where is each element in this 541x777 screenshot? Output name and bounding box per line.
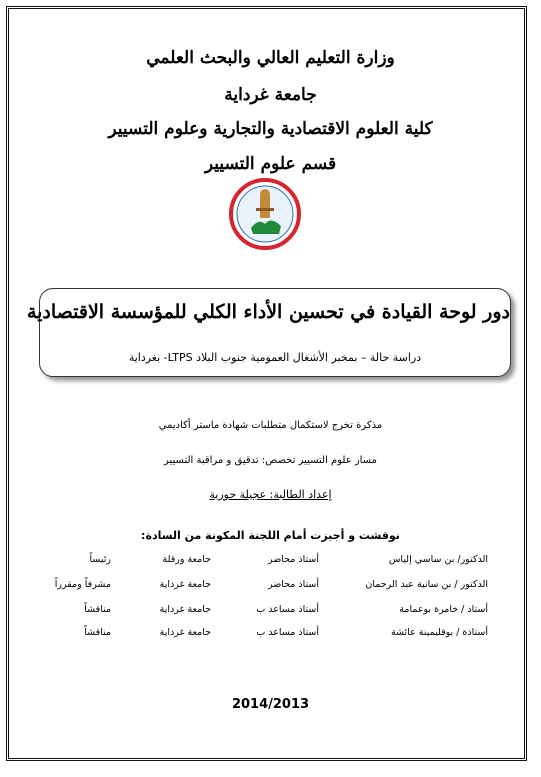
department-name: قسم علوم التسيير — [204, 154, 337, 174]
jury-rank: أستاذ محاضر — [267, 554, 319, 565]
jury-name: أستاذة / بوقليمينة عائشة — [390, 627, 488, 638]
academic-year: 2014/2013 — [231, 697, 310, 712]
track-specialty: مسار علوم التسيير تخصص: تدقيق و مراقبة التسيير — [163, 455, 377, 466]
jury-role: مناقشاً — [84, 604, 111, 615]
ministry-name: وزارة التعليم العالي والبحث العلمي — [146, 48, 395, 68]
jury-rank: أستاذ محاضر — [267, 579, 319, 590]
student-name: إعداد الطالبة: عجيلة حورية — [209, 488, 332, 501]
thesis-title: دور لوحة القيادة في تحسين الأداء الكلي للمؤسسة الاقتصادية — [26, 301, 510, 323]
jury-role: مشرفاً ومقرراً — [54, 579, 111, 590]
jury-role: رئيساً — [89, 554, 111, 565]
university-logo — [229, 178, 301, 250]
jury-institution: جامعة ورقلة — [162, 554, 211, 565]
faculty-name: كلية العلوم الاقتصادية والتجارية وعلوم التسيير — [108, 119, 433, 139]
jury-institution: جامعة غرداية — [159, 604, 211, 615]
university-name: جامعة غرداية — [224, 85, 317, 105]
jury-name: أستاذ / خامرة بوعمامة — [399, 604, 488, 615]
memo-statement: مذكرة تخرج لاستكمال متطلبات شهادة ماستر أكاديمي — [158, 420, 383, 431]
jury-name: الدكتور / بن سانية عبد الرحمان — [365, 579, 488, 590]
jury-institution: جامعة غرداية — [159, 579, 211, 590]
jury-institution: جامعة غرداية — [159, 627, 211, 638]
case-study: دراسة حالة – بمخبر الأشغال العمومية جنوب البلاد LTPS- بغرداية — [128, 351, 422, 364]
jury-rank: أستاذ مساعد ب — [256, 627, 319, 638]
jury-role: مناقشاً — [84, 627, 111, 638]
jury-rank: أستاذ مساعد ب — [256, 604, 319, 615]
jury-name: الدكتور/ بن ساسي إلياس — [388, 554, 488, 565]
jury-intro: نوقشت و أجيزت أمام اللجنة المكونة من السادة: — [141, 529, 400, 542]
thesis-title-box — [26, 288, 511, 377]
